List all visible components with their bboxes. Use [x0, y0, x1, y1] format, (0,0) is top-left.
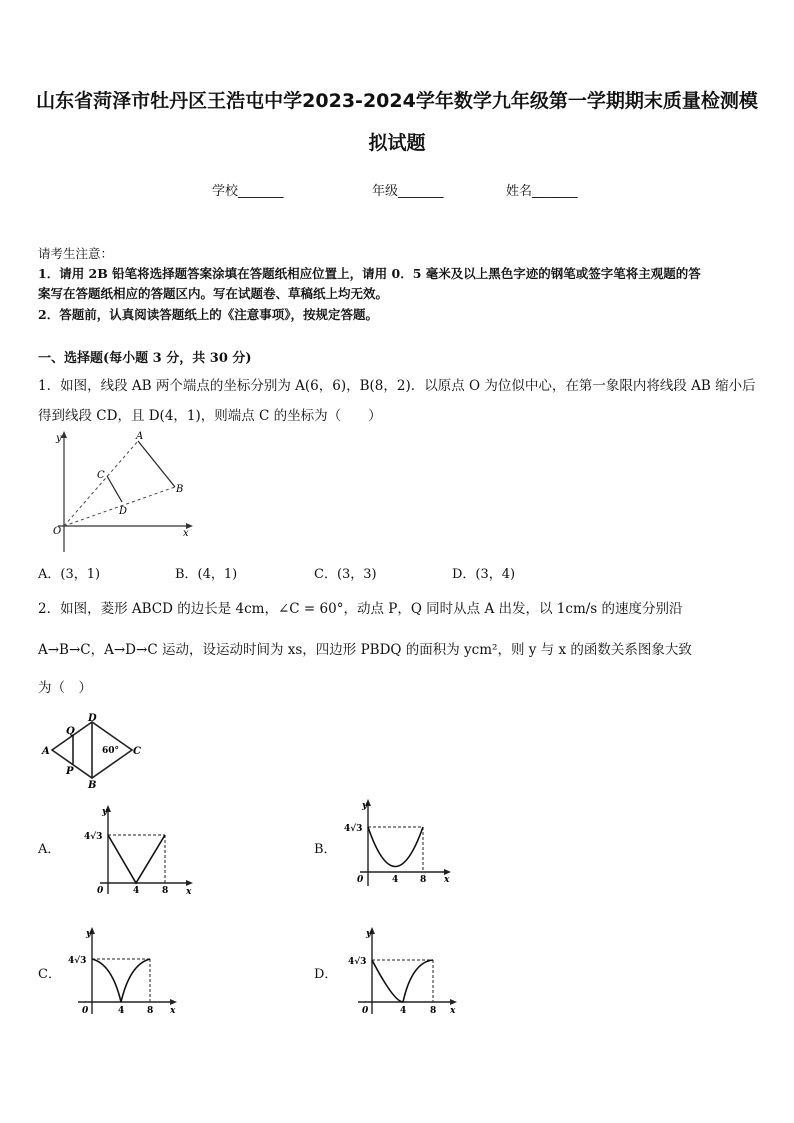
notice-heading: 请考生注意：	[38, 246, 114, 261]
graph-b-y-label: y	[362, 801, 368, 811]
grade-field: 年级_______	[372, 184, 444, 199]
q1-label-c: C	[97, 470, 105, 481]
graph-d-origin: 0	[362, 1006, 369, 1016]
graph-b-x8: 8	[420, 875, 427, 885]
graph-b-x-label: x	[444, 875, 450, 885]
graph-c-x8: 8	[147, 1006, 154, 1016]
graph-d-x-label: x	[450, 1006, 456, 1016]
exam-title-line1: 山东省菏泽市牡丹区王浩屯中学2023-2024学年数学九年级第一学期期末质量检测模	[36, 90, 758, 112]
section-heading: 一、选择题(每小题 3 分，共 30 分)	[38, 351, 252, 366]
graph-c-curve	[92, 959, 150, 1002]
q2-label-a: A	[42, 746, 50, 757]
graph-c-y-label: y	[86, 929, 92, 939]
q1-line2: 得到线段 CD，且 D(4，1)，则端点 C 的坐标为（ ）	[38, 408, 382, 424]
q1-label-a: A	[136, 431, 144, 442]
q2-option-b[interactable]: B．	[314, 842, 337, 857]
q2-label-c: C	[133, 746, 141, 757]
q1-segment-ab	[138, 441, 175, 487]
notice-item1-line2: 案写在答题纸相应的答题区内。写在试题卷、草稿纸上均无效。	[38, 286, 389, 301]
q1-label-d: D	[119, 506, 128, 517]
graph-a	[80, 802, 200, 898]
q2-option-d[interactable]: D．	[314, 967, 338, 982]
q2-rhombus-figure	[40, 712, 150, 791]
graph-b-curve	[368, 827, 423, 867]
graph-d-x8: 8	[430, 1006, 437, 1016]
graph-b-ymark: 4√3	[344, 824, 363, 834]
graph-a-origin: 0	[97, 886, 104, 896]
q1-option-a[interactable]: A．(3，1)	[38, 567, 101, 582]
graph-d-x4: 4	[400, 1006, 407, 1016]
q1-label-b: B	[176, 484, 184, 495]
exam-title-line2: 拟试题	[368, 132, 426, 154]
q1-option-b[interactable]: B．(4，1)	[175, 567, 238, 582]
graph-c-ymark: 4√3	[68, 956, 87, 966]
q1-label-o: O	[53, 526, 62, 537]
q1-line1: 1．如图，线段 AB 两个端点的坐标分别为 A(6，6)，B(8，2)．以原点 O 为位似中心，在第一象限内将线段 AB 缩小后	[38, 378, 756, 394]
q2-label-q: Q	[66, 726, 75, 737]
q1-option-c[interactable]: C．(3，3)	[314, 567, 377, 582]
q1-label-x: x	[183, 528, 189, 539]
graph-a-x8: 8	[162, 886, 169, 896]
graph-d-curve	[372, 960, 433, 1002]
graph-d-ymark: 4√3	[348, 957, 367, 967]
graph-a-x-label: x	[186, 887, 192, 897]
graph-c	[64, 924, 184, 1020]
q2-option-a[interactable]: A．	[38, 842, 61, 857]
graph-b	[340, 796, 460, 892]
q1-label-y: y	[56, 433, 62, 444]
name-field: 姓名_______	[506, 184, 578, 199]
graph-b-origin: 0	[357, 875, 364, 885]
notice-item1-line1: 1．请用 2B 铅笔将选择题答案涂填在答题纸相应位置上，请用 0．5 毫米及以上黑色字迹的钢笔或签字笔将主观题的答	[38, 266, 701, 281]
q2-line2: A→B→C，A→D→C 运动，设运动时间为 xs，四边形 PBDQ 的面积为 ycm²，则 y 与 x 的函数关系图象大致	[38, 642, 692, 658]
q1-y-arrow	[61, 431, 67, 438]
q2-line1: 2．如图，菱形 ABCD 的边长是 4cm，∠C = 60°，动点 P，Q 同时从点 A 出发，以 1cm/s 的速度分别沿	[38, 601, 683, 617]
q2-label-p: P	[66, 766, 74, 777]
q1-option-d[interactable]: D．(3，4)	[452, 567, 516, 582]
graph-d-y-label: y	[366, 929, 372, 939]
graph-a-y-label: y	[102, 807, 108, 817]
q2-label-b: B	[88, 780, 97, 791]
q2-line3: 为（ ）	[38, 680, 92, 696]
q1-figure	[40, 428, 200, 558]
q1-segment-cd	[107, 476, 122, 502]
q2-option-c[interactable]: C．	[38, 967, 61, 982]
graph-a-ymark: 4√3	[84, 832, 103, 842]
graph-a-x4: 4	[133, 886, 140, 896]
school-field: 学校_______	[212, 184, 284, 199]
graph-b-x4: 4	[392, 875, 399, 885]
graph-a-curve	[108, 835, 165, 883]
q2-label-d: D	[88, 713, 97, 724]
graph-c-x4: 4	[118, 1006, 125, 1016]
graph-d	[344, 924, 464, 1020]
graph-c-origin: 0	[82, 1006, 89, 1016]
graph-c-x-label: x	[170, 1006, 176, 1016]
notice-item2: 2．答题前，认真阅读答题纸上的《注意事项》，按规定答题。	[38, 307, 378, 322]
q2-label-angle: 60°	[102, 746, 120, 756]
